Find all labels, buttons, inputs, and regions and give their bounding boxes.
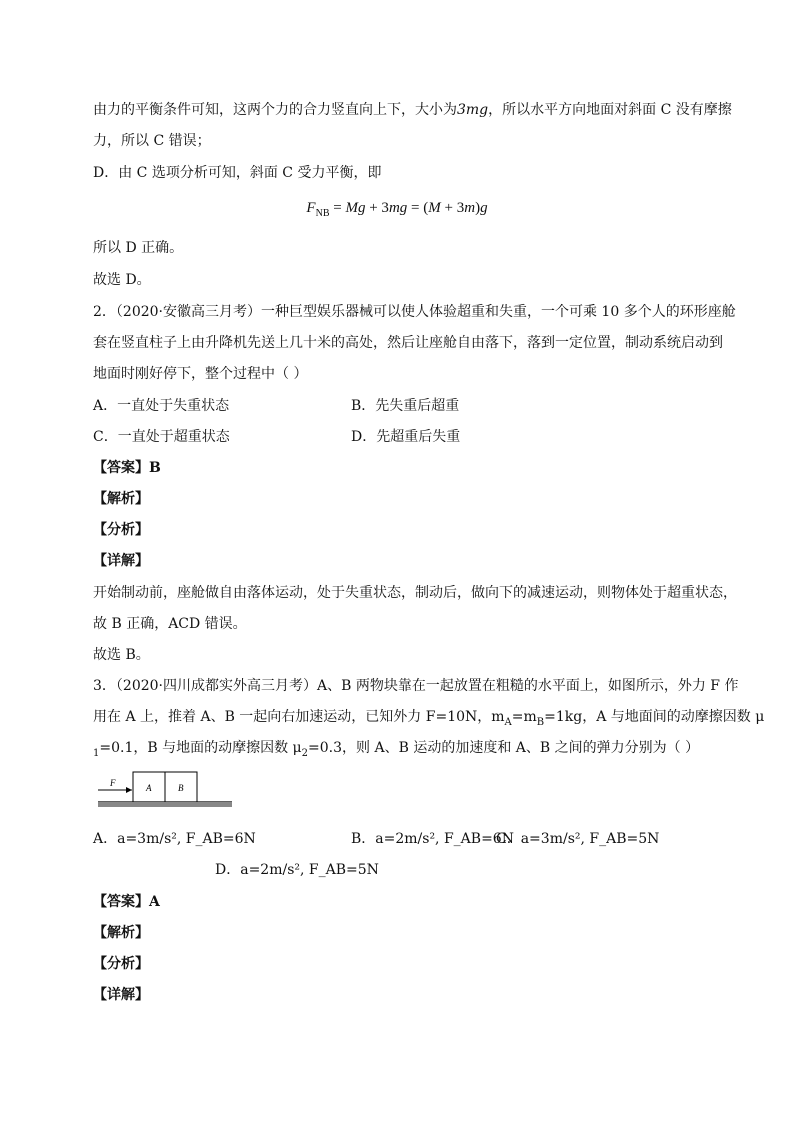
fenxi-label: 【分析】: [93, 522, 149, 538]
analysis-label: 【解析】: [93, 925, 149, 941]
question-stem: 地面时刚好停下，整个过程中（ ）: [93, 366, 308, 382]
text-line: 所以 D 正确。: [93, 240, 184, 256]
force-arrowhead: [126, 787, 132, 793]
text-line: 力，所以 C 错误；: [93, 133, 211, 149]
analysis-label: 【解析】: [93, 491, 149, 507]
option-a: A．a=3m/s², F_AB=6N: [93, 831, 256, 847]
text-span: ，所以水平方向地面对斜面 C 没有摩擦: [488, 102, 732, 118]
blocks-figure: [96, 768, 236, 810]
option-a: A．一直处于失重状态: [93, 398, 230, 414]
option-d: D．a=2m/s², F_AB=5N: [215, 862, 379, 878]
detail-label: 【详解】: [93, 553, 149, 569]
question-stem: 2．（2020·安徽高三月考）一种巨型娱乐器械可以使人体验超重和失重，一个可乘 10 多个人的环形座舱: [93, 304, 736, 320]
option-b: B．先失重后超重: [351, 398, 460, 414]
block-b-label: B: [178, 783, 184, 793]
option-b: B．a=2m/s², F_AB=6N: [351, 831, 514, 847]
math-inline: 3mg: [457, 102, 489, 118]
detail-label: 【详解】: [93, 987, 149, 1003]
option-c: C．一直处于超重状态: [93, 429, 230, 445]
question-stem: 用在 A 上，推着 A、B 一起向右加速运动，已知外力 F=10N，$m_A=m_B=1kg$，A 与地面间的动摩擦因数 μ: [93, 709, 765, 728]
text-line: 故选 D。: [93, 272, 151, 288]
text-span: 由力的平衡条件可知，这两个力的合力竖直向上下，大小为: [93, 102, 457, 118]
option-d: D．先超重后失重: [351, 429, 461, 445]
fenxi-label: 【分析】: [93, 956, 149, 972]
question-stem: 套在竖直柱子上由升降机先送上几十米的高处，然后让座舱自由落下，落到一定位置，制动系统启动到: [93, 335, 723, 351]
force-label: F: [110, 778, 116, 788]
question-stem: 3．（2020·四川成都实外高三月考）A、B 两物块靠在一起放置在粗糙的水平面上，如图所示，外力 F 作: [93, 678, 739, 694]
explanation-line: 故 B 正确，ACD 错误。: [93, 616, 247, 632]
answer-label: 【答案】A: [93, 894, 160, 910]
equation: $F_{NB} = Mg + 3mg = (M + 3m)g$: [306, 200, 488, 219]
text-line: D．由 C 选项分析可知，斜面 C 受力平衡，即: [93, 165, 382, 181]
answer-label: 【答案】B: [93, 460, 161, 476]
option-c: C．a=3m/s², F_AB=5N: [496, 831, 660, 847]
question-stem: $_1$=0.1，B 与地面的动摩擦因数 $\mu_2=0.3$，则 A、B 运动的加速度和 A、B 之间的弹力分别为（ ）: [93, 740, 700, 759]
block-a-label: A: [146, 783, 152, 793]
text-line: [93, 100, 732, 120]
conclusion-line: 故选 B。: [93, 647, 150, 663]
ground-hatch: [98, 802, 232, 807]
explanation-line: 开始制动前，座舱做自由落体运动，处于失重状态，制动后，做向下的减速运动，则物体处于超重状态，: [93, 585, 737, 601]
